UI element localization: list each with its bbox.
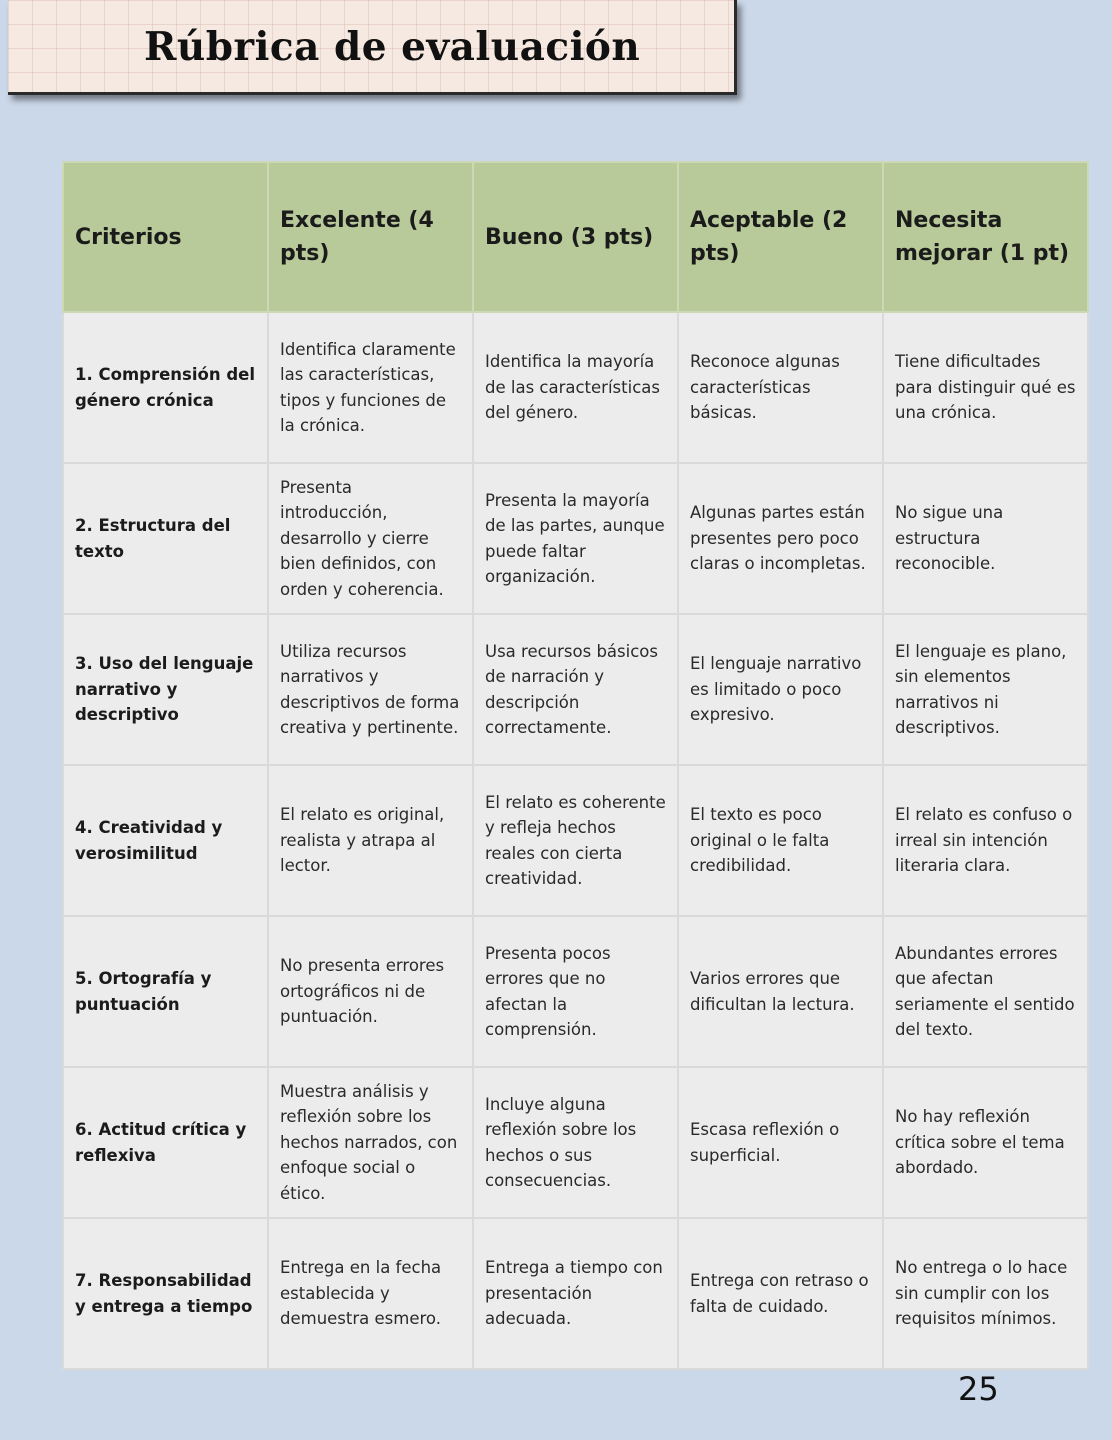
page-title: Rúbrica de evaluación [144,24,641,70]
bueno-cell: Incluye alguna reflexión sobre los hechos o sus consecuencias. [473,1067,678,1218]
header-necesita-mejorar: Necesita mejorar (1 pt) [883,162,1088,312]
header-criterios: Criterios [63,162,268,312]
table-row [63,312,1088,463]
table-row [63,614,1088,765]
header-excelente: Excelente (4 pts) [268,162,473,312]
necesita-mejorar-cell: Abundantes errores que afectan seriamente el sentido del texto. [883,916,1088,1067]
aceptable-cell: El lenguaje narrativo es limitado o poco expresivo. [678,614,883,765]
excelente-cell: No presenta errores ortográficos ni de puntuación. [268,916,473,1067]
table-row [63,463,1088,614]
bueno-cell: El relato es coherente y refleja hechos reales con cierta creatividad. [473,765,678,916]
criterion-cell: 1. Comprensión del género crónica [63,312,268,463]
rubric-table [62,161,1089,1370]
aceptable-cell: Varios errores que dificultan la lectura. [678,916,883,1067]
table-row [63,1067,1088,1218]
criterion-cell: 3. Uso del lenguaje narrativo y descriptivo [63,614,268,765]
aceptable-cell: Algunas partes están presentes pero poco claras o incompletas. [678,463,883,614]
criterion-cell: 2. Estructura del texto [63,463,268,614]
table-row [63,1218,1088,1369]
header-bueno: Bueno (3 pts) [473,162,678,312]
aceptable-cell: Reconoce algunas características básicas. [678,312,883,463]
necesita-mejorar-cell: El lenguaje es plano, sin elementos narrativos ni descriptivos. [883,614,1088,765]
aceptable-cell: Entrega con retraso o falta de cuidado. [678,1218,883,1369]
header-row [63,162,1088,312]
criterion-cell: 4. Creatividad y verosimilitud [63,765,268,916]
excelente-cell: Utiliza recursos narrativos y descriptivos de forma creativa y pertinente. [268,614,473,765]
header-aceptable: Aceptable (2 pts) [678,162,883,312]
excelente-cell: Muestra análisis y reflexión sobre los hechos narrados, con enfoque social o ético. [268,1067,473,1218]
necesita-mejorar-cell: Tiene dificultades para distinguir qué es una crónica. [883,312,1088,463]
aceptable-cell: Escasa reflexión o superficial. [678,1067,883,1218]
table-row [63,916,1088,1067]
necesita-mejorar-cell: El relato es confuso o irreal sin intención literaria clara. [883,765,1088,916]
necesita-mejorar-cell: No entrega o lo hace sin cumplir con los requisitos mínimos. [883,1218,1088,1369]
page-number: 25 [958,1370,999,1408]
bueno-cell: Presenta la mayoría de las partes, aunque puede faltar organización. [473,463,678,614]
criterion-cell: 7. Responsabilidad y entrega a tiempo [63,1218,268,1369]
criterion-cell: 5. Ortografía y puntuación [63,916,268,1067]
excelente-cell: El relato es original, realista y atrapa al lector. [268,765,473,916]
excelente-cell: Identifica claramente las características, tipos y funciones de la crónica. [268,312,473,463]
bueno-cell: Identifica la mayoría de las características del género. [473,312,678,463]
title-card [8,0,737,95]
necesita-mejorar-cell: No hay reflexión crítica sobre el tema abordado. [883,1067,1088,1218]
excelente-cell: Presenta introducción, desarrollo y cierre bien definidos, con orden y coherencia. [268,463,473,614]
bueno-cell: Usa recursos básicos de narración y descripción correctamente. [473,614,678,765]
necesita-mejorar-cell: No sigue una estructura reconocible. [883,463,1088,614]
excelente-cell: Entrega en la fecha establecida y demuestra esmero. [268,1218,473,1369]
table-row [63,765,1088,916]
aceptable-cell: El texto es poco original o le falta credibilidad. [678,765,883,916]
criterion-cell: 6. Actitud crítica y reflexiva [63,1067,268,1218]
bueno-cell: Presenta pocos errores que no afectan la comprensión. [473,916,678,1067]
bueno-cell: Entrega a tiempo con presentación adecuada. [473,1218,678,1369]
